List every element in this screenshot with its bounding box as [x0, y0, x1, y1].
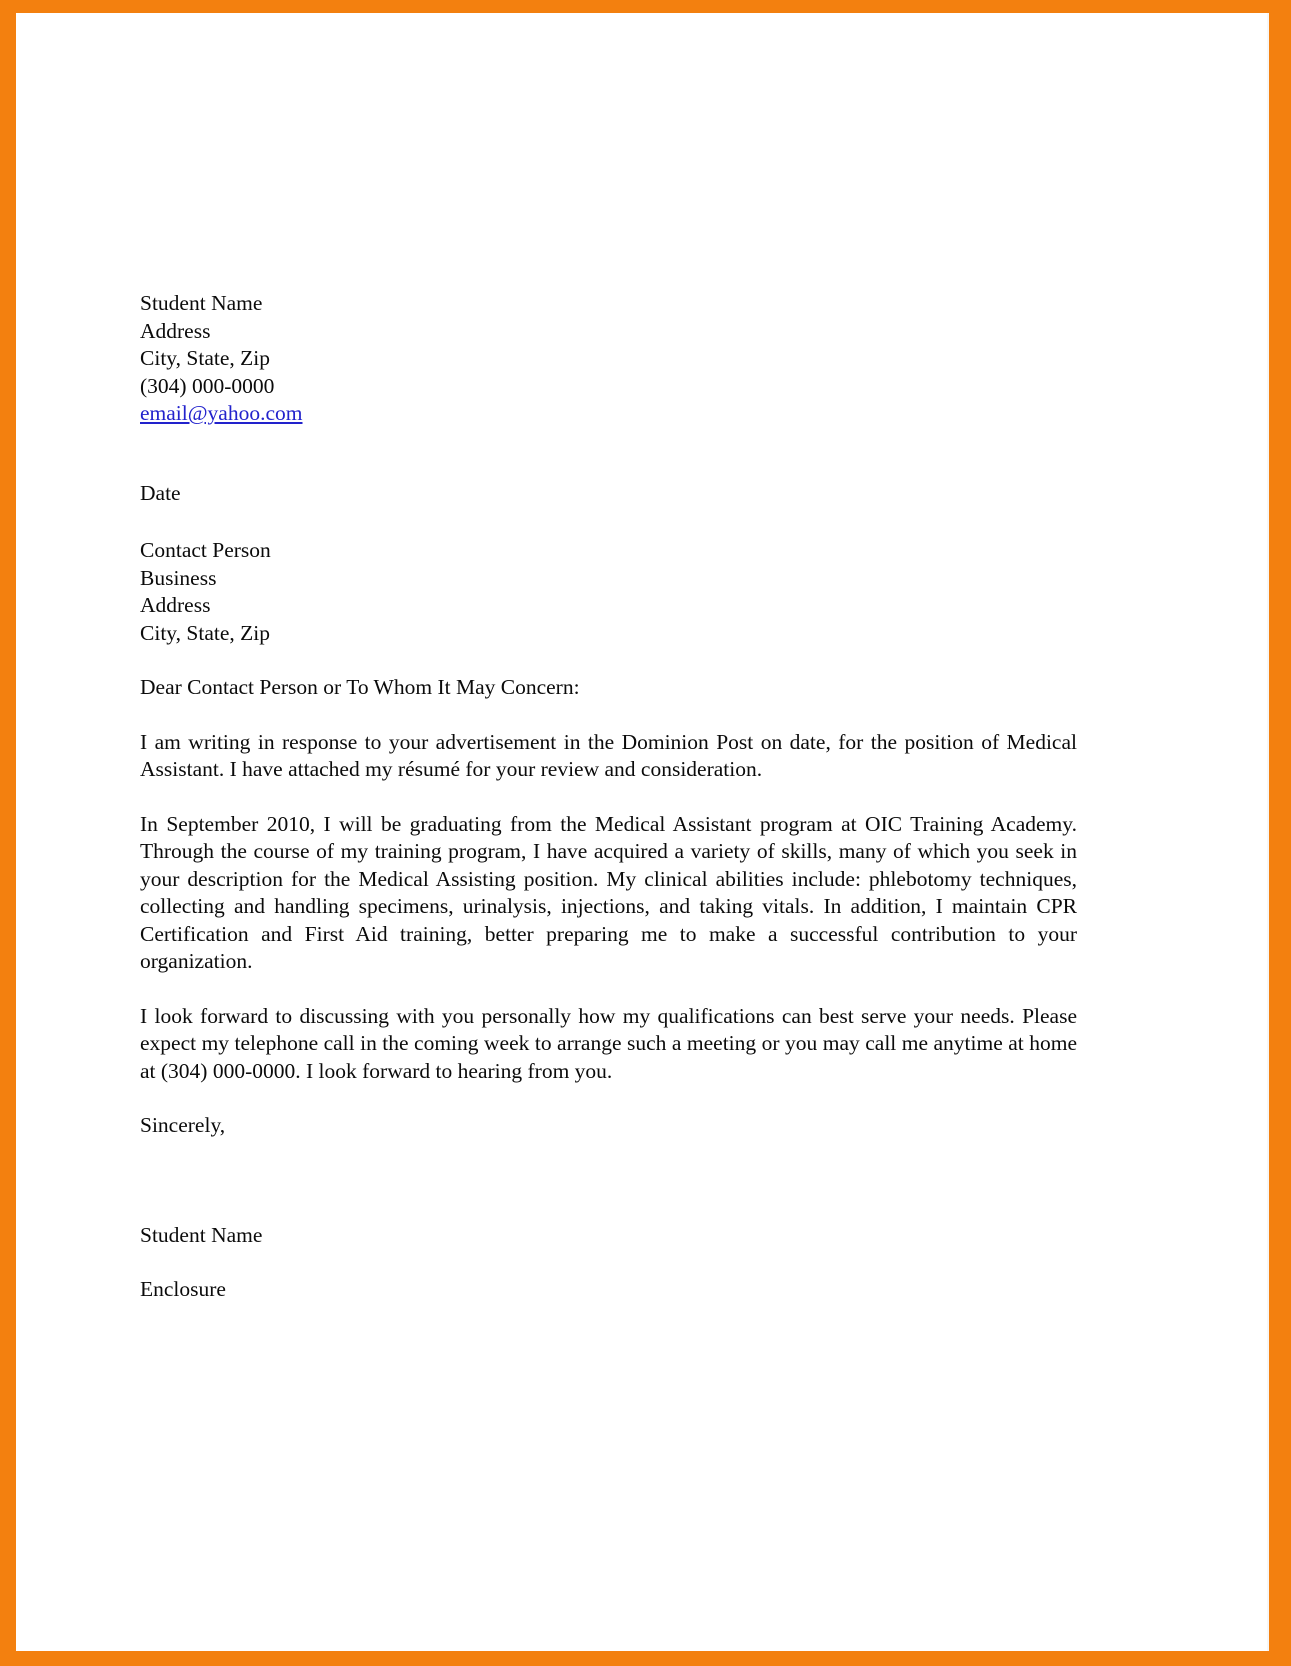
- signature-name: Student Name: [140, 1222, 263, 1247]
- recipient-city-state-zip: City, State, Zip: [140, 620, 270, 645]
- body-paragraph-1: I am writing in response to your advertisement in the Dominion Post on date, for the position of Medical Assistant. I have attached my résumé for your review and consideration.: [140, 729, 1077, 781]
- sender-email-link-wrap: [140, 400, 1077, 428]
- sender-city-state-zip: City, State, Zip: [140, 346, 270, 370]
- spacer-after-sender: [140, 428, 1077, 480]
- spacer-before-closing: [140, 1085, 1077, 1112]
- sender-name: Student Name: [140, 291, 263, 315]
- signature-space: [140, 1140, 1077, 1222]
- sender-phone: (304) 000-0000: [140, 373, 275, 398]
- spacer-before-enclosure: [140, 1249, 1077, 1276]
- letter-content: [140, 290, 1077, 1304]
- body-paragraph-3: I look forward to discussing with you personally how my qualifications can best serve your needs. Please expect my telephone call in the coming week to arrange such a meeting or you may call me anytime at home at (304) 000-0000. I look forward to hearing from you.: [140, 1003, 1077, 1083]
- recipient-address: Address: [140, 593, 211, 617]
- recipient-contact-person: Contact Person: [140, 538, 271, 562]
- recipient-business: Business: [140, 565, 217, 590]
- spacer-after-salutation: [140, 702, 1077, 729]
- spacer-between-p2-p3: [140, 976, 1077, 1003]
- recipient-block: [140, 537, 1077, 647]
- spacer-after-date: [140, 507, 1077, 537]
- enclosure-note: Enclosure: [140, 1277, 226, 1301]
- letter-page: [16, 13, 1269, 1651]
- letter-date: Date: [140, 480, 181, 505]
- spacer-between-p1-p2: [140, 784, 1077, 811]
- sender-block: [140, 290, 1077, 428]
- spacer-before-salutation: [140, 647, 1077, 674]
- sender-address: Address: [140, 318, 211, 343]
- salutation: Dear Contact Person or To Whom It May Concern:: [140, 675, 580, 699]
- closing-salutation: Sincerely,: [140, 1113, 226, 1137]
- sender-email-link[interactable]: email@yahoo.com: [140, 401, 303, 425]
- body-paragraph-2: In September 2010, I will be graduating from the Medical Assistant program at OIC Training Academy. Through the course of my training program, I have acquired a variety of skills, many of which you seek in your description for the Medical Assisting position. My clinical abilities include: phlebotomy techniques, collecting and handling specimens, urinalysis, injections, and taking vitals. In addition, I maintain CPR Certification and First Aid training, better preparing me to make a successful contribution to your organization.: [140, 811, 1077, 973]
